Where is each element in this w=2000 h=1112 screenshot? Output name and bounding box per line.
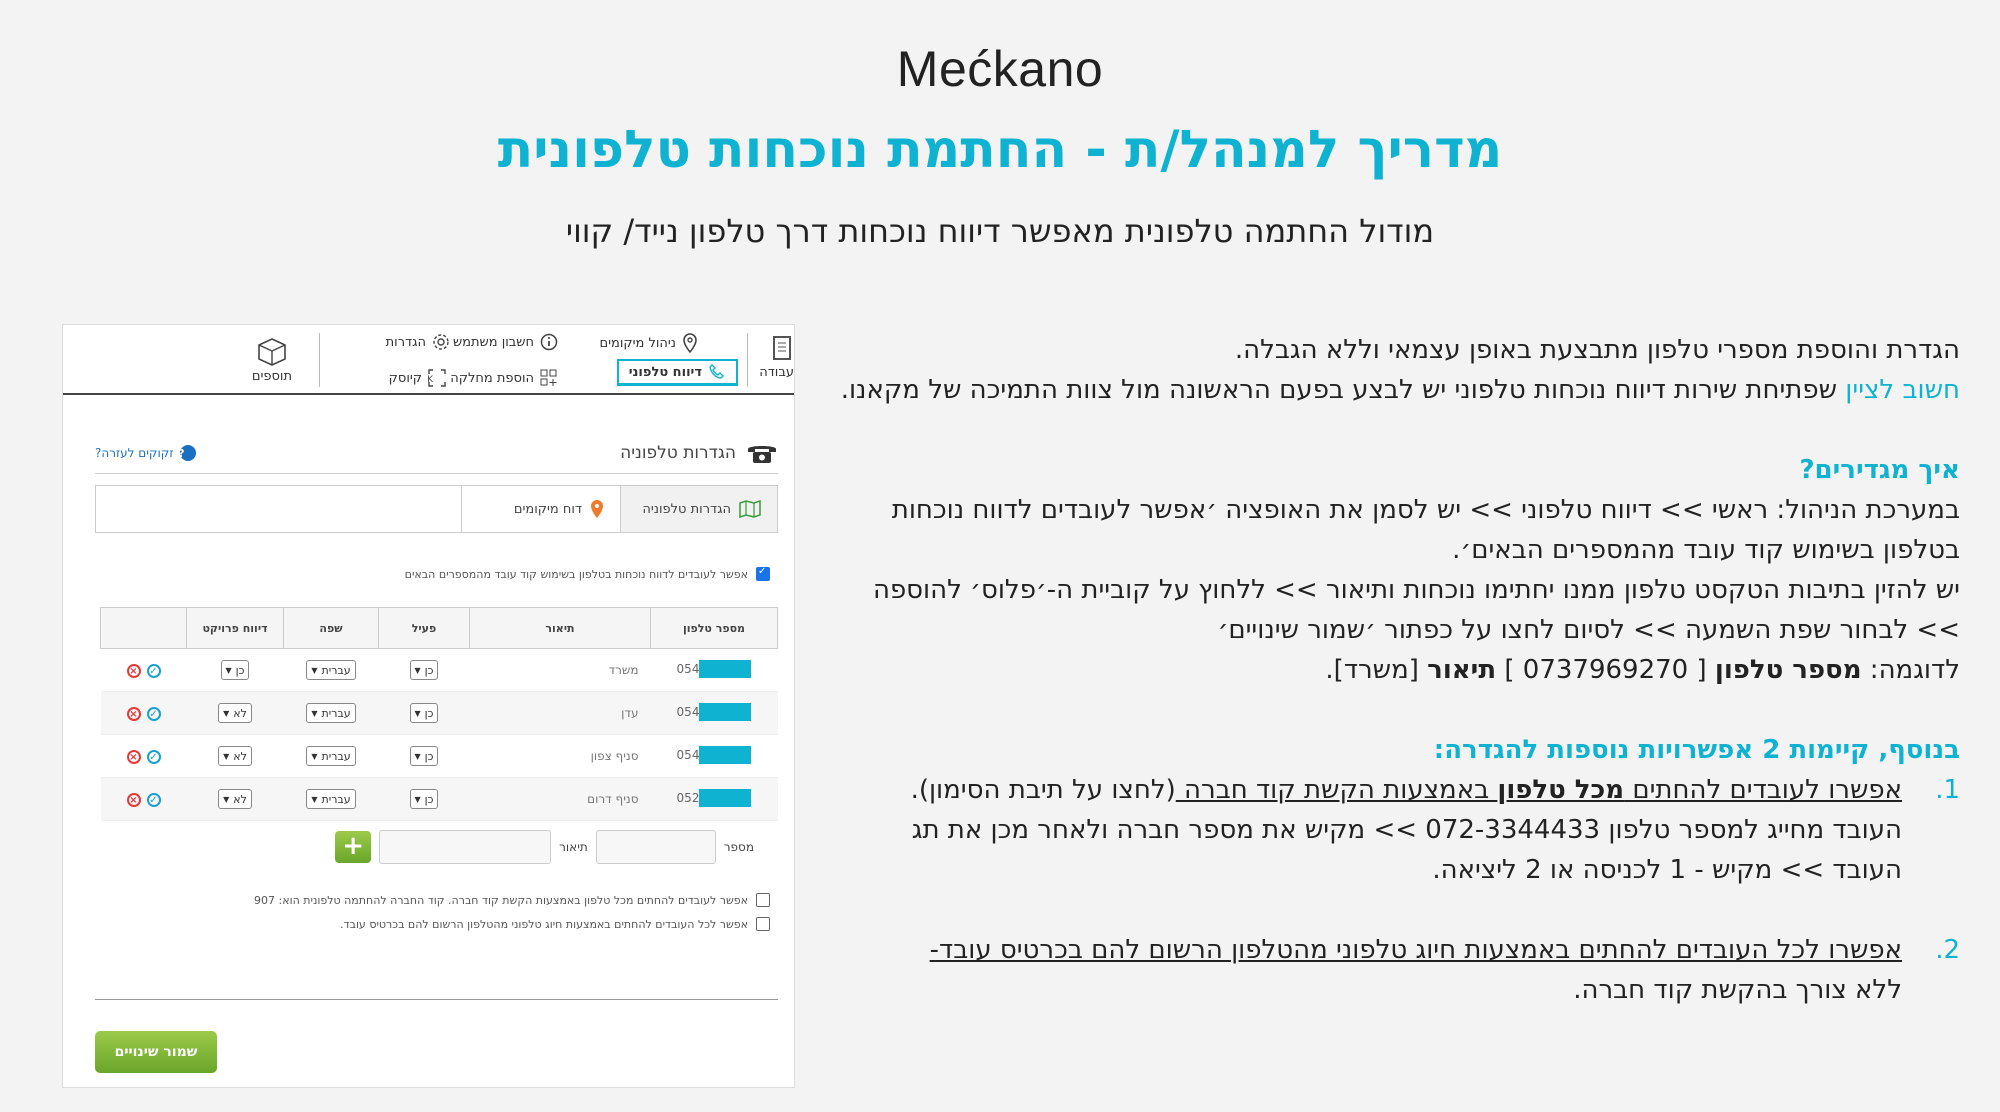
phones-table xyxy=(100,607,778,821)
project-cell xyxy=(187,692,284,735)
project-cell xyxy=(187,778,284,821)
description-cell: סניף צפון xyxy=(470,735,651,778)
option-1 xyxy=(884,770,1960,890)
chevron-down-icon: ▼ xyxy=(311,708,318,718)
actions-cell xyxy=(101,778,187,821)
project-cell xyxy=(187,735,284,778)
language-cell xyxy=(284,692,379,735)
confirm-icon[interactable]: ✓ xyxy=(147,793,161,807)
table-row xyxy=(101,735,778,778)
tab-phone-settings[interactable] xyxy=(620,486,777,532)
nav-work[interactable] xyxy=(759,365,794,380)
tab-locations-report[interactable] xyxy=(461,486,620,532)
add-phone-label: מספר xyxy=(723,840,754,854)
active-value: כן xyxy=(424,792,434,806)
example-phone: [ 0737969270 ] xyxy=(1496,655,1715,685)
intro-line-2 xyxy=(830,370,1960,410)
project-value: לא xyxy=(233,792,247,806)
nav-kiosk-label: קיוסק xyxy=(388,370,422,386)
col-active: פעיל xyxy=(379,608,470,649)
chevron-down-icon: ▼ xyxy=(311,665,318,675)
allow-code-checkbox-row[interactable] xyxy=(405,567,770,581)
project-value: כן xyxy=(235,663,245,677)
how-heading: איך מגדירים? xyxy=(1799,455,1960,485)
project-select[interactable] xyxy=(218,746,252,766)
phone-cell xyxy=(651,692,778,735)
allow-code-checkbox-label: אפשר לעובדים לדווח נוכחות בטלפון בשימוש קוד עובד מהמספרים הבאים xyxy=(404,567,748,581)
option1-checkbox-row[interactable] xyxy=(254,893,770,907)
registered-phone-checkbox[interactable] xyxy=(756,917,770,931)
active-select[interactable] xyxy=(410,660,439,680)
nav-divider xyxy=(747,333,748,387)
guide-text xyxy=(830,330,1960,1010)
nav-addons[interactable] xyxy=(252,335,292,384)
phone-settings-header xyxy=(95,433,778,474)
any-phone-checkbox[interactable] xyxy=(756,893,770,907)
nav-kiosk[interactable] xyxy=(389,369,446,387)
option-2-line-1: אפשרו לכל העובדים להחתים באמצעות חיוג טלפוני מהטלפון הרשום להם בכרטיס עובד- xyxy=(929,935,1902,965)
confirm-icon[interactable]: ✓ xyxy=(147,664,161,678)
project-value: לא xyxy=(233,706,247,720)
actions-cell xyxy=(101,735,187,778)
table-row xyxy=(101,692,778,735)
option-1-number: 1. xyxy=(1935,775,1960,805)
nav-locations-mgmt[interactable] xyxy=(599,333,698,353)
masked-phone xyxy=(699,789,751,807)
delete-icon[interactable]: × xyxy=(127,750,141,764)
language-select[interactable] xyxy=(306,789,355,809)
chevron-down-icon: ▼ xyxy=(414,708,421,718)
nav-addons-label: תוספים xyxy=(251,369,292,384)
chevron-down-icon: ▼ xyxy=(223,794,230,804)
example-desc: [משרד]. xyxy=(1325,655,1428,685)
actions-cell xyxy=(101,692,187,735)
masked-phone xyxy=(699,703,751,721)
option-2-number: 2. xyxy=(1935,935,1960,965)
box-icon xyxy=(255,335,289,367)
active-select[interactable] xyxy=(410,703,439,723)
active-value: כן xyxy=(424,663,434,677)
add-description-input[interactable] xyxy=(379,830,551,864)
phone-prefix: 054 xyxy=(676,661,700,676)
delete-icon[interactable]: × xyxy=(127,664,141,678)
important-note-text: שפתיחת שירות דיווח נוכחות טלפוני יש לבצע בפעם הראשונה מול צוות התמיכה של מקאנו. xyxy=(840,375,1846,405)
example-phone-label: מספר טלפון xyxy=(1714,655,1862,685)
document-icon xyxy=(772,335,792,361)
save-changes-button[interactable]: שמור שינויים xyxy=(95,1031,217,1073)
active-cell xyxy=(379,692,470,735)
phone-cell xyxy=(651,649,778,692)
phone-prefix: 052 xyxy=(676,790,700,805)
help-link-text: זקוקים לעזרה? xyxy=(95,446,174,460)
phone-prefix: 054 xyxy=(676,747,700,762)
settings-tabs xyxy=(95,485,778,533)
col-description: תיאור xyxy=(470,608,651,649)
opt1-text-c: באמצעות הקשת קוד חברה xyxy=(1175,775,1498,805)
option-2-line-2: ללא צורך בהקשת קוד חברה. xyxy=(1573,975,1902,1005)
intro-line-1: הגדרת והוספת מספרי טלפון מתבצעת באופן עצמאי וללא הגבלה. xyxy=(1234,335,1960,365)
phone-settings-screenshot xyxy=(62,324,795,1088)
language-value: עברית xyxy=(321,706,351,720)
add-department-icon xyxy=(540,369,558,387)
table-header-row xyxy=(101,608,778,649)
phone-cell xyxy=(651,778,778,821)
masked-phone xyxy=(699,660,751,678)
language-cell xyxy=(284,649,379,692)
tab-phone-settings-label: הגדרות טלפוניה xyxy=(642,501,731,517)
delete-icon[interactable]: × xyxy=(127,707,141,721)
registered-phone-checkbox-label: אפשר לכל העובדים להחתים באמצעות חיוג טלפוני מהטלפון הרשום להם בכרטיס עובד. xyxy=(340,917,748,931)
page-subtitle: מודול החתמה טלפונית מאפשר דיווח נוכחות דרך טלפון נייד/ קווי xyxy=(565,212,1435,250)
any-phone-checkbox-label: אפשר לעובדים להחתים מכל טלפון באמצעות הקשת קוד חברה. קוד החברה להחתמה טלפונית הוא: 907 xyxy=(254,893,748,907)
location-pin-icon xyxy=(590,499,604,519)
nav-phone-reporting-label: דיווח טלפוני xyxy=(628,364,702,380)
nav-settings-label: הגדרות xyxy=(385,334,426,350)
kiosk-icon xyxy=(428,369,446,387)
how-line-2: יש להזין בתיבות הטקסט טלפון ממנו יחתימו נוכחות ותיאור >> ללחוץ על קוביית ה-׳פלוס׳ להוספה >> לבחור שפת השמעה >> לסיום לחצו על כפתור ׳שמור שינויים׳ xyxy=(872,575,1960,645)
col-phone: מספר טלפון xyxy=(651,608,778,649)
gear-icon xyxy=(432,333,450,351)
chevron-down-icon: ▼ xyxy=(414,665,421,675)
active-value: כן xyxy=(424,749,434,763)
add-description-label: תיאור xyxy=(559,840,588,854)
col-project-reporting: דיווח פרויקט xyxy=(187,608,284,649)
section-title xyxy=(620,441,778,465)
language-value: עברית xyxy=(321,663,351,677)
project-value: לא xyxy=(233,749,247,763)
chevron-down-icon: ▼ xyxy=(414,751,421,761)
project-select[interactable] xyxy=(221,660,250,680)
phone-icon xyxy=(708,363,726,381)
option2-checkbox-row[interactable] xyxy=(340,917,770,931)
meckano-logo: Mećkano xyxy=(896,41,1104,97)
language-value: עברית xyxy=(321,792,351,806)
location-pin-icon xyxy=(682,333,698,353)
important-note-label: חשוב לציין xyxy=(1845,375,1960,405)
nav-work-label: עבודה xyxy=(759,365,794,380)
nav-user-account-label: חשבון משתמש xyxy=(452,334,534,350)
actions-cell xyxy=(101,649,187,692)
add-phone-button[interactable]: + xyxy=(335,831,371,863)
help-link[interactable] xyxy=(95,444,197,462)
section-title-text: הגדרות טלפוניה xyxy=(620,443,736,463)
project-cell xyxy=(187,649,284,692)
top-navigation xyxy=(63,325,794,395)
page-title: מדריך למנהל/ת - החתמת נוכחות טלפונית xyxy=(497,120,1503,180)
active-select[interactable] xyxy=(410,746,439,766)
active-select[interactable] xyxy=(410,789,439,809)
language-value: עברית xyxy=(321,749,351,763)
options-heading: בנוסף, קיימות 2 אפשרויות נוספות להגדרה: xyxy=(1433,735,1960,765)
col-language: שפה xyxy=(284,608,379,649)
svg-text:?: ? xyxy=(178,447,185,460)
help-icon xyxy=(179,444,197,462)
table-row xyxy=(101,778,778,821)
description-cell: עדן xyxy=(470,692,651,735)
nav-divider xyxy=(319,333,320,387)
nav-user-account[interactable] xyxy=(453,333,558,351)
svg-text:K: K xyxy=(427,375,433,385)
chevron-down-icon: ▼ xyxy=(223,751,230,761)
language-select[interactable] xyxy=(306,660,355,680)
option-2 xyxy=(884,930,1960,1010)
add-phone-input[interactable] xyxy=(596,830,716,864)
active-value: כן xyxy=(424,706,434,720)
nav-phone-reporting[interactable] xyxy=(617,359,738,386)
masked-phone xyxy=(699,746,751,764)
map-icon xyxy=(739,499,761,519)
example-prefix: לדוגמה: xyxy=(1861,655,1960,685)
phone-cell xyxy=(651,735,778,778)
nav-add-department-label: הוספת מחלקה xyxy=(450,370,534,386)
project-select[interactable] xyxy=(218,703,252,723)
example-desc-label: תיאור xyxy=(1427,655,1497,685)
info-icon xyxy=(540,333,558,351)
confirm-icon[interactable]: ✓ xyxy=(147,750,161,764)
active-cell xyxy=(379,735,470,778)
nav-add-department[interactable] xyxy=(450,369,558,387)
chevron-down-icon: ▼ xyxy=(223,708,230,718)
language-cell xyxy=(284,735,379,778)
active-cell xyxy=(379,649,470,692)
delete-icon[interactable]: × xyxy=(127,793,141,807)
chevron-down-icon: ▼ xyxy=(311,751,318,761)
add-phone-row xyxy=(335,830,754,864)
phone-prefix: 054 xyxy=(676,704,700,719)
chevron-down-icon: ▼ xyxy=(414,794,421,804)
description-cell: סניף דרום xyxy=(470,778,651,821)
nav-locations-mgmt-label: ניהול מיקומים xyxy=(599,335,676,351)
col-actions xyxy=(101,608,187,649)
project-select[interactable] xyxy=(218,789,252,809)
tab-locations-report-label: דוח מיקומים xyxy=(513,501,582,517)
table-row xyxy=(101,649,778,692)
allow-code-checkbox[interactable] xyxy=(756,567,770,581)
language-select[interactable] xyxy=(306,703,355,723)
divider xyxy=(95,999,778,1000)
opt1-text-a: אפשרו לעובדים להחתים xyxy=(1624,775,1902,805)
chevron-down-icon: ▼ xyxy=(311,794,318,804)
language-select[interactable] xyxy=(306,746,355,766)
confirm-icon[interactable]: ✓ xyxy=(147,707,161,721)
chevron-down-icon: ▼ xyxy=(225,665,232,675)
how-line-1: במערכת הניהול: ראשי >> דיווח טלפוני >> יש לסמן את האופציה ׳אפשר לעובדים לדווח נוכחות בטלפון בשימוש קוד עובד מהמספרים הבאים׳. xyxy=(891,495,1960,565)
opt1-text-b: מכל טלפון xyxy=(1497,775,1625,805)
language-cell xyxy=(284,778,379,821)
description-cell: משרד xyxy=(470,649,651,692)
opt1-text-d: (לחצו על תיבת הסימון). xyxy=(910,775,1176,805)
example-line xyxy=(830,650,1960,690)
active-cell xyxy=(379,778,470,821)
option-1-line-2: העובד מחייג למספר טלפון 072-3344433 >> מקיש את מספר חברה ולאחר מכן את תג העובד >> מקיש - 1 לכניסה או 2 ליציאה. xyxy=(911,815,1902,885)
telephone-icon xyxy=(746,441,778,465)
nav-settings[interactable] xyxy=(386,333,450,351)
